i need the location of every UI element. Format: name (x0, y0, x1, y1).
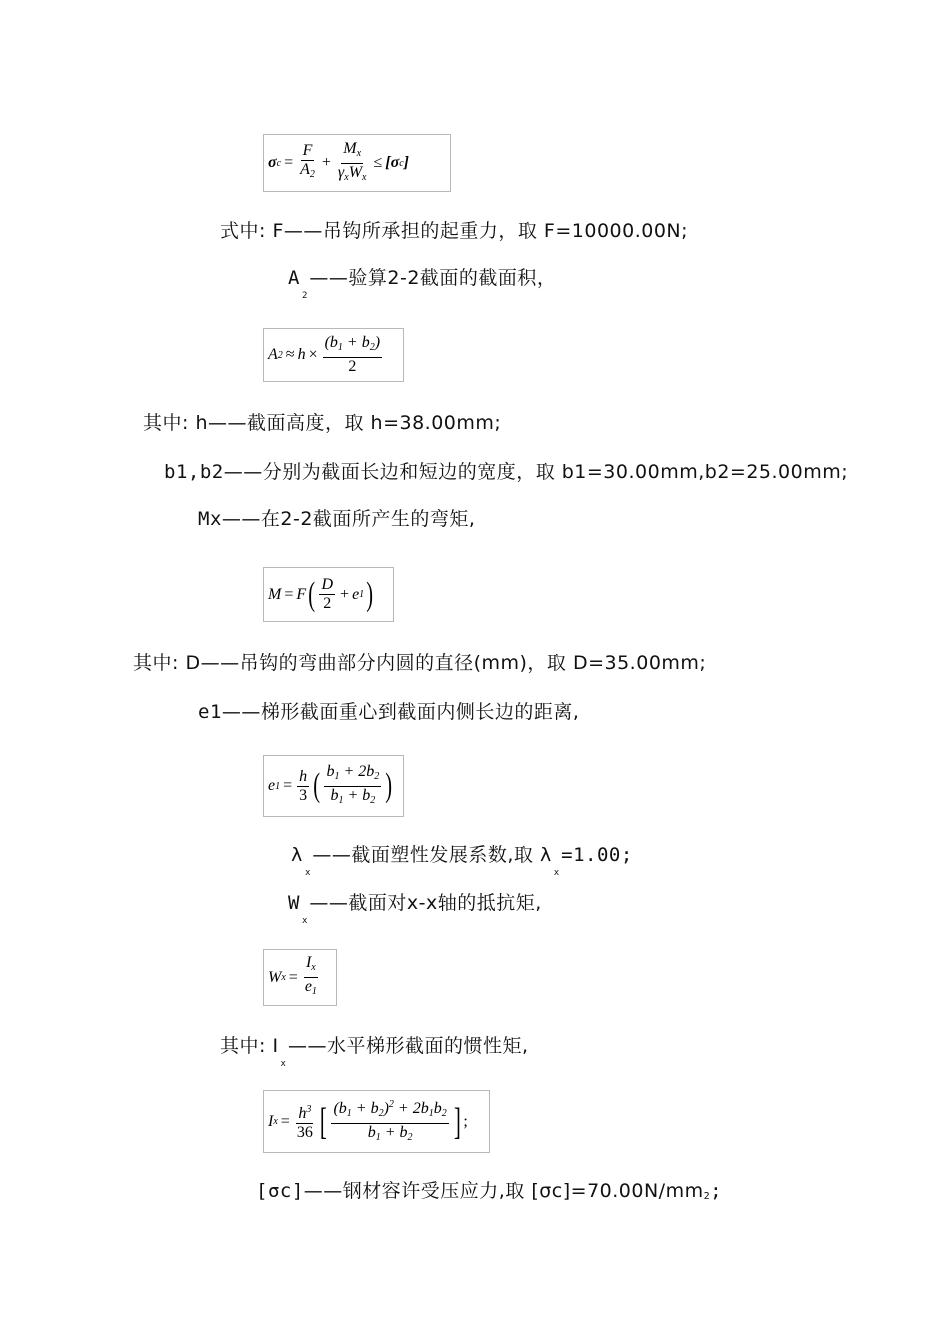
line-text: ——梯形截面重心到截面内侧长边的距离, (221, 701, 580, 723)
formula-fraction (323, 334, 382, 376)
formula-symbol: e (304, 978, 312, 995)
formula-subscript: 2 (378, 1108, 384, 1119)
text-line-moment-of-inertia (220, 1034, 529, 1069)
formula-subscript: 2 (369, 342, 375, 353)
formula-stress-check (263, 134, 451, 192)
formula-section-area (263, 328, 404, 382)
text-line-section-modulus (288, 891, 542, 926)
formula-subscript: 2 (374, 770, 380, 782)
line-text: ——截面高度，取 h=38.00mm; (207, 412, 502, 434)
line-symbol: A (288, 267, 300, 289)
formula-symbol: F (302, 142, 313, 159)
formula-symbol: + b (342, 334, 370, 351)
formula-symbol: h (297, 346, 306, 363)
line-text: ——水平梯形截面的惯性矩, (287, 1035, 529, 1057)
formula-bending-moment (263, 567, 394, 622)
formula-subscript: 1 (346, 1108, 352, 1119)
formula-symbol: D (321, 576, 334, 593)
formula-subscript: 2 (277, 349, 283, 361)
formula-operator: = (288, 968, 298, 986)
line-text: ——分别为截面长边和短边的宽度，取 b1=30.00mm,b2=25.00mm; (223, 461, 849, 483)
line-subscript: x (553, 868, 560, 878)
formula-fraction (324, 763, 381, 810)
line-text: ——在2-2截面所产生的弯矩, (221, 508, 476, 530)
line-prefix: 其中: D (133, 652, 201, 674)
formula-bracket: ] (453, 1100, 461, 1143)
formula-symbol: ) (374, 334, 381, 351)
line-subscript: x (280, 1059, 286, 1069)
formula-symbol: b (367, 1124, 376, 1141)
formula-symbol: e (268, 777, 276, 794)
formula-symbol: I (305, 954, 312, 971)
formula-paren: ( (313, 767, 321, 804)
formula-symbol: (b (324, 334, 338, 351)
formula-fraction (331, 1096, 448, 1147)
formula-subscript: x (281, 972, 286, 983)
formula-symbol: A (300, 161, 310, 178)
line-text: ; (710, 1180, 723, 1202)
formula-fraction (295, 1101, 315, 1142)
formula-symbol: M (343, 139, 357, 157)
formula-symbol: I (268, 1112, 274, 1130)
formula-symbol: h (299, 767, 308, 785)
formula-symbol: h (298, 1105, 307, 1122)
line-subscript: x (301, 916, 308, 926)
line-text: =1.00; (561, 844, 633, 866)
formula-subscript: 2 (309, 169, 315, 180)
formula-symbol: W (348, 163, 363, 181)
text-line-inner-diameter (133, 651, 706, 675)
formula-subscript: 1 (338, 794, 344, 806)
formula-fraction (298, 142, 317, 184)
formula-symbol: [σ (385, 154, 400, 171)
formula-subscript: c (276, 157, 282, 169)
formula-operator: = (284, 585, 294, 603)
line-subscript: 2 (301, 291, 308, 301)
formula-paren: ) (366, 575, 374, 613)
formula-fraction (303, 954, 319, 1001)
formula-operator: + (321, 154, 331, 171)
formula-subscript: 1 (375, 1132, 381, 1143)
formula-symbol: e (352, 585, 360, 603)
line-text: ——验算2-2截面的截面积， (309, 267, 557, 289)
formula-bracket: [ (319, 1100, 327, 1143)
formula-symbol: + 2b (339, 762, 375, 780)
line-text: ——截面对x-x轴的抵抗矩, (309, 892, 542, 914)
formula-symbol: + b (380, 1124, 408, 1141)
line-text: ——钢材容许受压应力,取 [σc]=70.00N/mm (303, 1180, 704, 1202)
formula-fraction (297, 768, 309, 805)
formula-symbol: M (268, 585, 282, 603)
line-prefix: e1 (198, 701, 222, 723)
formula-symbol: ] (403, 154, 409, 171)
formula-centroid-distance (263, 755, 404, 817)
line-text: ——截面塑性发展系数,取 λ (312, 844, 552, 866)
line-prefix: 式中: F (220, 220, 284, 242)
formula-subscript: x (311, 962, 316, 973)
formula-operator: = (283, 777, 293, 794)
formula-superscript: 2 (388, 1099, 394, 1110)
line-symbol: W (288, 892, 300, 914)
formula-subscript: x (344, 171, 349, 183)
line-symbol: λ (291, 844, 303, 866)
formula-operator: + (340, 585, 350, 603)
formula-symbol: W (268, 968, 282, 986)
formula-subscript: 2 (370, 794, 376, 806)
line-prefix: 其中: I (220, 1035, 279, 1057)
formula-symbol: 36 (296, 1124, 313, 1141)
formula-subscript: 1 (428, 1108, 434, 1119)
formula-subscript: 1 (275, 780, 281, 792)
formula-symbol: σ (268, 154, 277, 171)
formula-subscript: x (273, 1116, 278, 1127)
line-prefix: 其中: h (143, 412, 208, 434)
line-prefix: Mx (198, 508, 222, 530)
formula-operator: ≤ (373, 154, 383, 171)
formula-symbol: A (268, 346, 278, 363)
formula-subscript: 1 (359, 589, 365, 600)
text-line-centroid-distance (198, 700, 579, 724)
formula-operator: = (280, 1112, 290, 1130)
line-prefix: b1,b2 (164, 461, 224, 483)
formula-subscript: c (399, 157, 404, 169)
formula-symbol: + b (343, 786, 371, 804)
text-line-section-widths (164, 460, 848, 484)
formula-symbol: b (326, 762, 335, 780)
formula-operator: = (284, 154, 294, 171)
line-prefix: [σc] (256, 1180, 304, 1202)
formula-symbol: b (330, 786, 339, 804)
formula-subscript: x (362, 171, 367, 183)
formula-moment-of-inertia (263, 1090, 490, 1153)
formula-superscript: 3 (306, 1104, 312, 1115)
text-line-allowable-stress (256, 1179, 722, 1209)
formula-symbol: + 2b (393, 1100, 429, 1117)
formula-operator: × (308, 346, 318, 363)
line-text: ——吊钩所承担的起重力，取 F=10000.00N; (283, 220, 689, 242)
line-superscript: 2 (703, 1191, 711, 1202)
formula-symbol: (b (333, 1100, 347, 1117)
formula-subscript: 1 (334, 770, 340, 782)
text-line-bending-moment (198, 507, 475, 531)
formula-fraction (336, 140, 369, 187)
formula-subscript: x (356, 147, 362, 159)
formula-paren: ( (308, 575, 316, 613)
formula-symbol: 2 (348, 358, 357, 375)
formula-symbol: γ (337, 163, 345, 181)
line-subscript: x (304, 868, 311, 878)
formula-symbol: + b (351, 1100, 379, 1117)
formula-fraction (319, 576, 335, 613)
formula-paren: ) (385, 767, 393, 804)
formula-symbol: b (433, 1100, 442, 1117)
line-text: ——吊钩的弯曲部分内圆的直径(mm)，取 D=35.00mm; (200, 652, 707, 674)
formula-symbol: ; (463, 1112, 468, 1130)
formula-symbol: 3 (299, 786, 308, 804)
formula-subscript: 1 (311, 986, 317, 997)
formula-subscript: 2 (441, 1108, 447, 1119)
text-line-plastic-coefficient (291, 843, 633, 878)
text-line-section-height (143, 411, 501, 435)
formula-symbol: F (296, 585, 307, 603)
formula-subscript: 2 (407, 1132, 413, 1143)
formula-symbol: ) (383, 1100, 389, 1117)
text-line-lifting-force (220, 219, 688, 243)
formula-subscript: 1 (337, 342, 343, 353)
formula-symbol: 2 (323, 595, 332, 612)
formula-operator: ≈ (285, 346, 295, 363)
formula-section-modulus (263, 949, 337, 1006)
text-line-section-area (288, 266, 557, 301)
